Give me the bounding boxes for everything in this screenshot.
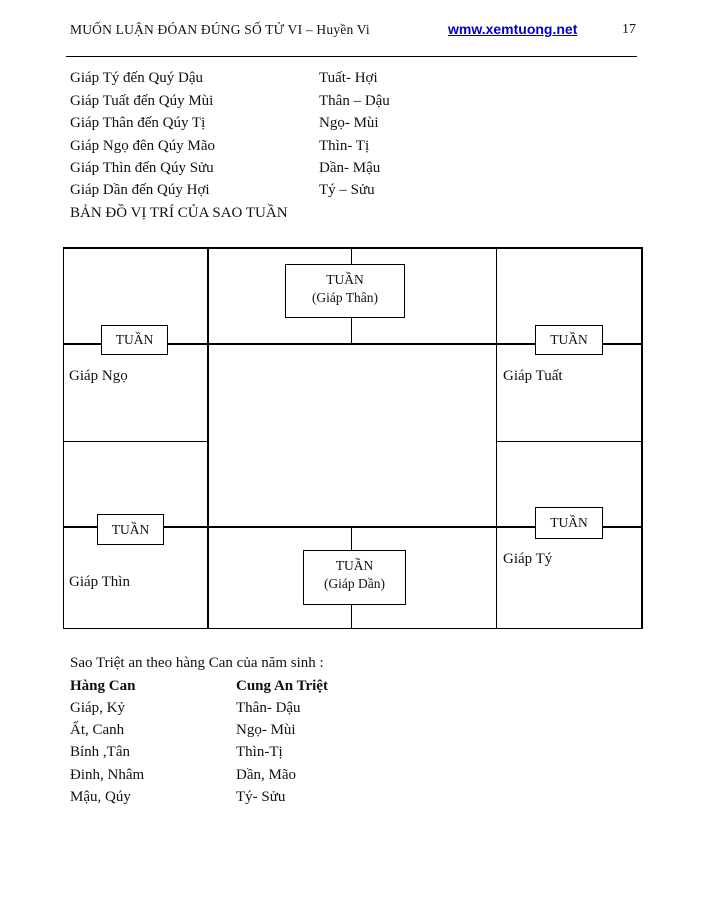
label-giap-ngo: Giáp Ngọ — [69, 368, 128, 384]
intro-right-5: Dần- Mậu — [319, 160, 381, 176]
divider-v-right — [496, 247, 497, 629]
intro-right-6: Tý – Sửu — [319, 182, 375, 198]
frame-top — [63, 247, 643, 249]
intro-left-1: Giáp Tý đến Quý Dậu — [70, 70, 204, 86]
intro-right-3: Ngọ- Mùi — [319, 115, 379, 131]
tuan-label: TUẦN — [335, 558, 374, 573]
intro-left-4: Giáp Ngọ đên Qúy Mão — [70, 138, 215, 154]
triet-cung-3: Thìn-Tị — [236, 744, 283, 760]
website-link[interactable]: wmw.xemtuong.net — [448, 21, 578, 37]
tuan-box-lower-right: TUẦN — [535, 507, 603, 539]
tuan-box-upper-left: TUẦN — [101, 325, 168, 355]
tuan-box-upper-right: TUẦN — [535, 325, 603, 355]
label-giap-ty: Giáp Tý — [503, 551, 553, 567]
label-giap-tuat: Giáp Tuất — [503, 368, 563, 384]
triet-can-4: Đinh, Nhâm — [70, 767, 145, 783]
running-header-title: MUỐN LUẬN ĐÓAN ĐÚNG SỐ TỬ VI – Huyền Vi — [70, 22, 370, 37]
tuan-box-giap-than — [285, 264, 405, 318]
triet-intro: Sao Triệt an theo hàng Can của năm sinh : — [70, 655, 324, 671]
triet-cung-4: Dần, Mão — [236, 767, 296, 783]
triet-header-cung: Cung An Triệt — [236, 678, 328, 694]
intro-left-3: Giáp Thân đến Qúy Tị — [70, 115, 206, 131]
tuan-box-giap-dan — [303, 550, 406, 605]
frame-left — [63, 247, 64, 629]
divider-v-left — [207, 247, 209, 629]
page-number: 17 — [622, 22, 636, 37]
intro-left-6: Giáp Dần đến Qúy Hợi — [70, 182, 210, 198]
intro-left-2: Giáp Tuất đến Qúy Mùi — [70, 93, 214, 109]
triet-cung-5: Tý- Sửu — [236, 789, 286, 805]
frame-right — [641, 247, 643, 629]
intro-right-4: Thìn- Tị — [319, 138, 370, 154]
intro-right-1: Tuất- Hợi — [319, 70, 378, 86]
divider-h-2-right — [496, 441, 643, 442]
label-giap-thin: Giáp Thìn — [69, 574, 130, 590]
triet-can-5: Mậu, Qúy — [70, 789, 131, 805]
triet-can-3: Bính ,Tân — [70, 744, 130, 760]
divider-h-2-left — [63, 441, 208, 442]
intro-right-2: Thân – Dậu — [319, 93, 390, 109]
map-title: BẢN ĐỒ VỊ TRÍ CỦA SAO TUẦN — [70, 205, 288, 221]
tuan-box-lower-left: TUẦN — [97, 514, 164, 545]
triet-can-1: Giáp, Kỷ — [70, 700, 125, 716]
intro-left-5: Giáp Thìn đến Qúy Sửu — [70, 160, 214, 176]
tuan-sub-label: (Giáp Dần) — [323, 576, 386, 591]
frame-bottom — [63, 628, 643, 629]
triet-cung-2: Ngọ- Mùi — [236, 722, 296, 738]
triet-can-2: Ất, Canh — [70, 722, 125, 738]
triet-header-can: Hàng Can — [70, 678, 136, 694]
tuan-sub-label: (Giáp Thân) — [311, 290, 379, 305]
triet-cung-1: Thân- Dậu — [236, 700, 301, 716]
tuan-label: TUẦN — [326, 272, 364, 287]
